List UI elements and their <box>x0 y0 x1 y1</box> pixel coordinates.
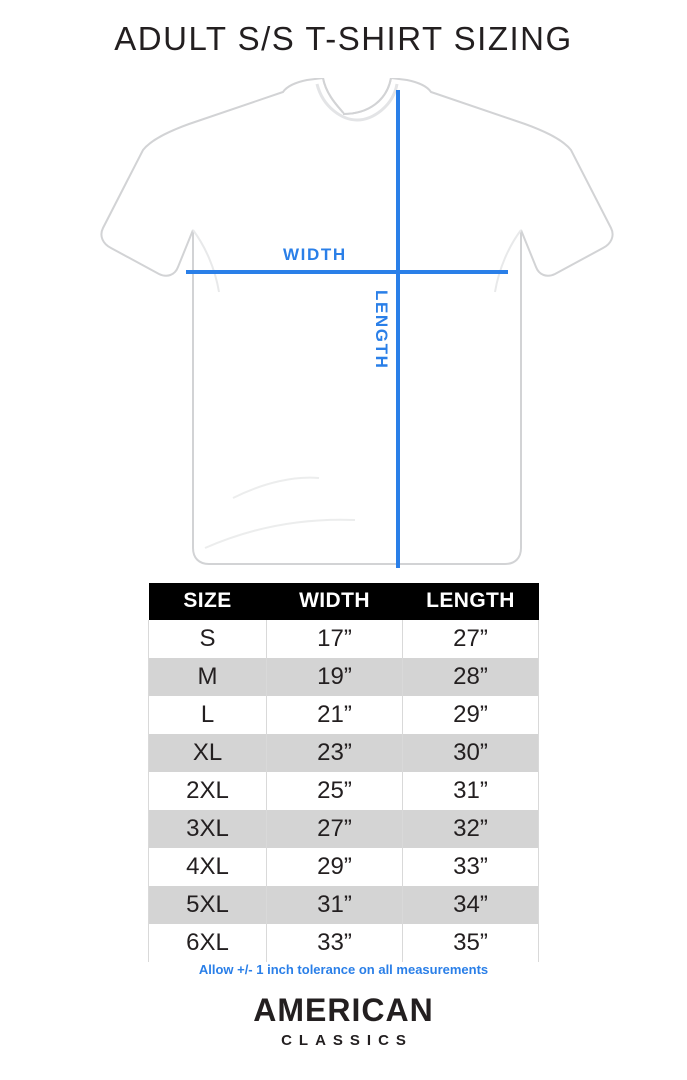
brand-footer <box>0 994 687 1049</box>
brand-name: AMERICAN <box>253 992 434 1028</box>
table-row <box>149 658 539 696</box>
cell-width: 25” <box>267 772 403 810</box>
cell-size: XL <box>149 734 267 772</box>
page-title: ADULT S/S T-SHIRT SIZING <box>114 20 573 57</box>
cell-length: 34” <box>403 886 539 924</box>
tshirt-icon <box>55 78 632 568</box>
cell-length: 29” <box>403 696 539 734</box>
cell-size: S <box>149 620 267 658</box>
tolerance-note: Allow +/- 1 inch tolerance on all measurements <box>198 962 489 977</box>
size-table-body <box>149 620 539 962</box>
cell-width: 19” <box>267 658 403 696</box>
cell-width: 17” <box>267 620 403 658</box>
table-row <box>149 772 539 810</box>
tshirt-diagram <box>55 78 632 568</box>
cell-length: 30” <box>403 734 539 772</box>
header-length: LENGTH <box>403 583 539 620</box>
table-row <box>149 810 539 848</box>
width-measure-line <box>186 270 508 274</box>
length-measure-line <box>396 90 400 568</box>
table-row <box>149 886 539 924</box>
cell-length: 31” <box>403 772 539 810</box>
cell-size: 2XL <box>149 772 267 810</box>
table-row <box>149 924 539 962</box>
cell-size: M <box>149 658 267 696</box>
cell-length: 33” <box>403 848 539 886</box>
cell-size: 5XL <box>149 886 267 924</box>
cell-length: 27” <box>403 620 539 658</box>
size-table-container <box>148 583 538 962</box>
cell-size: 6XL <box>149 924 267 962</box>
cell-width: 31” <box>267 886 403 924</box>
length-label: LENGTH <box>372 290 391 370</box>
table-header-row <box>149 583 539 620</box>
cell-size: 4XL <box>149 848 267 886</box>
cell-length: 35” <box>403 924 539 962</box>
cell-width: 33” <box>267 924 403 962</box>
cell-length: 32” <box>403 810 539 848</box>
cell-width: 27” <box>267 810 403 848</box>
cell-length: 28” <box>403 658 539 696</box>
table-row <box>149 848 539 886</box>
table-row <box>149 696 539 734</box>
size-table-head <box>149 583 539 620</box>
header-width: WIDTH <box>267 583 403 620</box>
cell-width: 21” <box>267 696 403 734</box>
header-size: SIZE <box>149 583 267 620</box>
width-label: WIDTH <box>283 245 347 264</box>
table-row <box>149 620 539 658</box>
size-table <box>148 583 539 962</box>
brand-subtitle: CLASSICS <box>281 1031 413 1049</box>
cell-width: 23” <box>267 734 403 772</box>
table-row <box>149 734 539 772</box>
cell-width: 29” <box>267 848 403 886</box>
cell-size: L <box>149 696 267 734</box>
cell-size: 3XL <box>149 810 267 848</box>
